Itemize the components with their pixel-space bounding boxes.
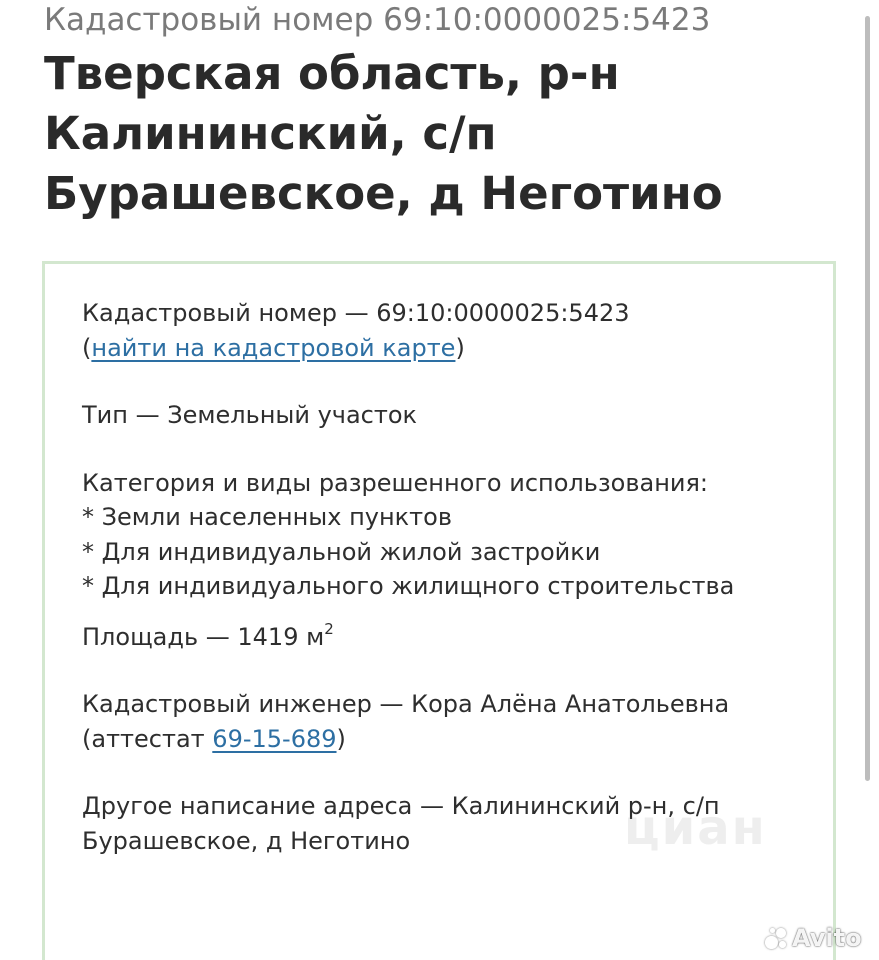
- map-link-paren-open: (: [82, 333, 92, 362]
- category-item: * Земли населенных пунктов: [82, 503, 452, 531]
- avito-logo-icon: [764, 926, 788, 950]
- engineer-paren-close: ): [336, 724, 346, 753]
- cadastral-number-text: Кадастровый номер — 69:10:0000025:5423: [82, 299, 630, 327]
- cadastral-map-link[interactable]: найти на кадастровой карте: [91, 333, 456, 362]
- vertical-scrollbar[interactable]: [865, 16, 870, 781]
- engineer-text: Кадастровый инженер — Кора Алёна Анатольевна (аттестат: [82, 690, 730, 753]
- engineer-line: [82, 687, 802, 756]
- page-title: Тверская область, р-н Калининский, с/п Бурашевское, д Неготино: [44, 47, 723, 220]
- property-type: Тип — Земельный участок: [82, 401, 418, 429]
- map-link-paren-close: ): [455, 333, 465, 362]
- category-item: * Для индивидуального жилищного строительства: [82, 572, 735, 600]
- certificate-link[interactable]: 69-15-689: [212, 724, 337, 753]
- cadastral-number-subtitle: Кадастровый номер 69:10:0000025:5423: [44, 2, 711, 38]
- area-unit-superscript: 2: [324, 619, 334, 638]
- avito-watermark: [764, 925, 862, 951]
- cadastral-number-line: [82, 296, 802, 365]
- category-item: * Для индивидуальной жилой застройки: [82, 537, 601, 566]
- property-details-content: [82, 296, 802, 858]
- avito-watermark-text: Avito: [792, 924, 862, 952]
- alternate-address: Другое написание адреса — Калининский р-н, с/п Бурашевское, д Неготино: [82, 792, 720, 855]
- area-line: [82, 620, 802, 655]
- area-text: Площадь — 1419 м: [82, 622, 325, 651]
- cian-watermark: циан: [624, 800, 767, 856]
- category-heading: Категория и виды разрешенного использования:: [82, 468, 709, 497]
